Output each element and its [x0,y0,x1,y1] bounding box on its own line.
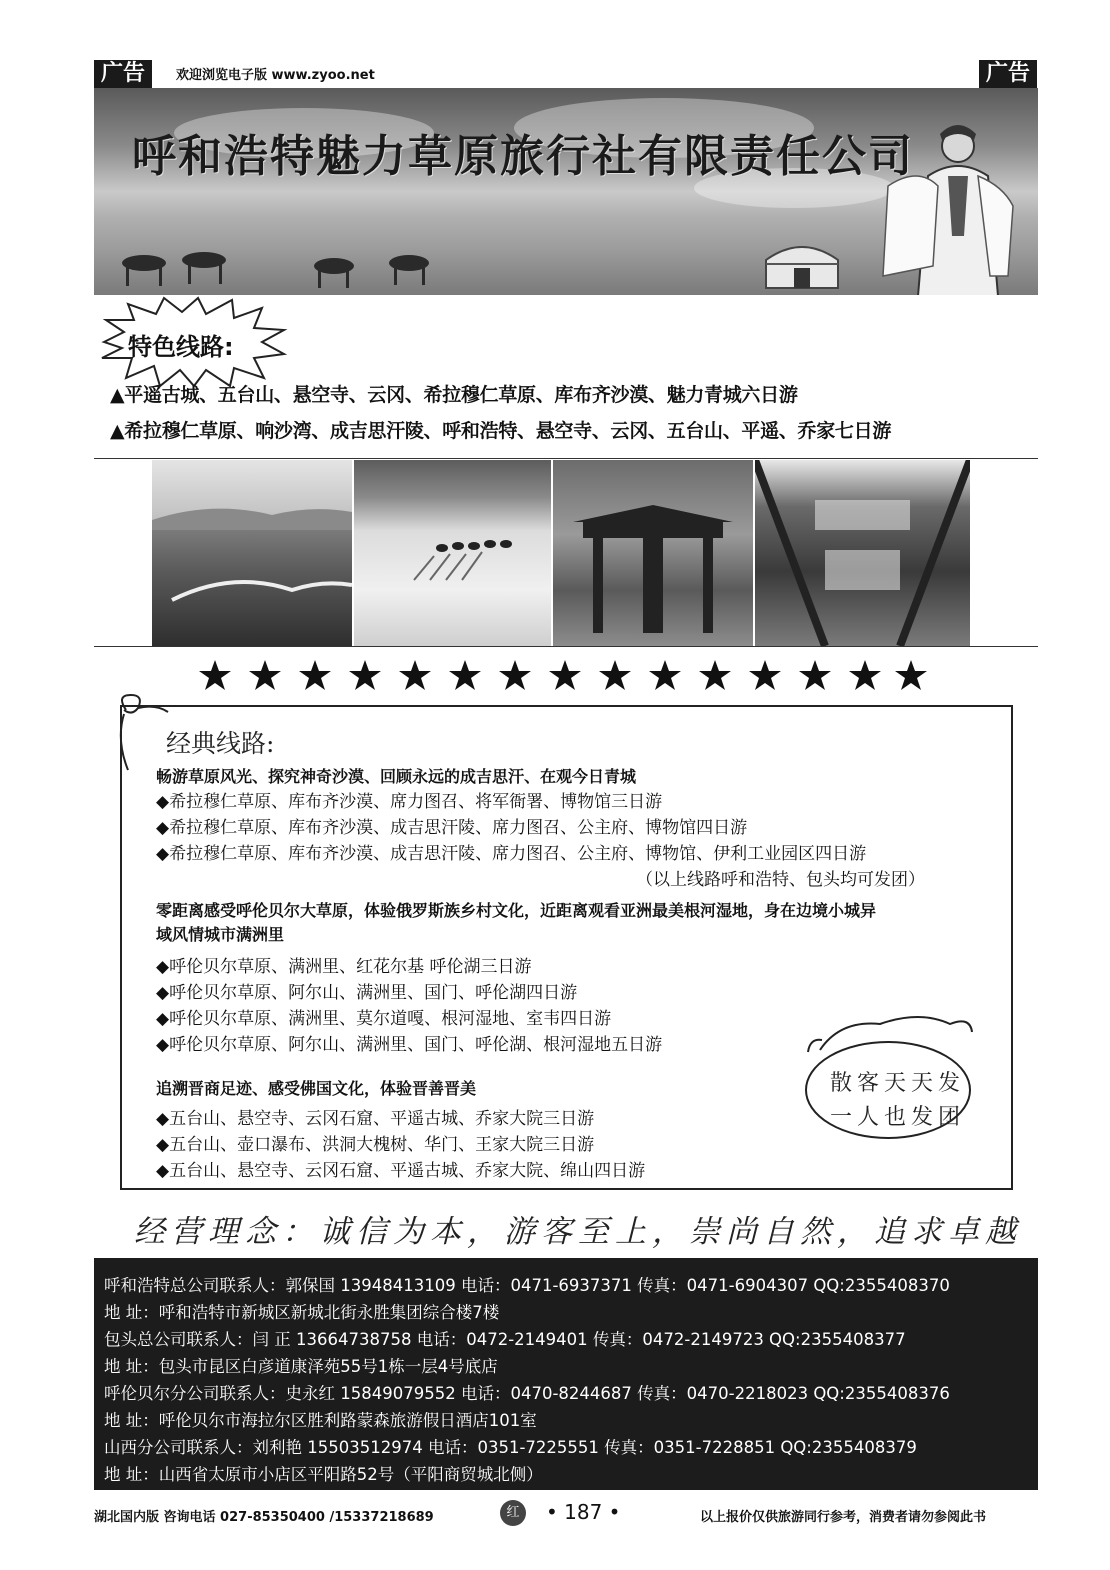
route-item: ◆呼伦贝尔草原、阿尔山、满洲里、国门、呼伦湖四日游 [156,983,578,1003]
ad-label-left: 广告 [94,60,152,88]
route-item: ◆五台山、悬空寺、云冈石窟、平遥古城、乔家大院、绵山四日游 [156,1161,646,1181]
footer-left: 湖北国内版 咨询电话 027-85350400 /15337218689 [94,1510,434,1525]
group-3-title: 追溯晋商足迹、感受佛国文化，体验晋善晋美 [156,1079,477,1098]
ad-label-right: 广告 [979,60,1037,88]
horses-icon [104,238,444,293]
group-2-title-cont: 域风情城市满洲里 [156,925,285,944]
address-shanxi: 地 址：山西省太原市小店区平阳路52号（平阳商贸城北侧） [104,1465,543,1484]
address-baotou: 地 址：包头市昆区白彦道康泽苑55号1栋一层4号底店 [104,1357,498,1376]
stars-row [198,656,928,696]
contact-hohhot: 呼和浩特总公司联系人：郭保国 13948413109 电话：0471-6937371 传真：0471-6904307 QQ:2355408370 [104,1276,950,1295]
divider [94,458,1038,459]
edition-badge-icon: 红 [500,1500,526,1526]
footer-right: 以上报价仅供旅游同行参考，消费者请勿参阅此书 [700,1510,987,1525]
contact-baotou: 包头总公司联系人：闫 正 13664738758 电话：0472-2149401 传真：0472-2149723 QQ:2355408377 [104,1330,906,1349]
group-1-title: 畅游草原风光、探究神奇沙漠、回顾永远的成吉思汗、在观今日青城 [156,767,637,786]
company-title: 呼和浩特魅力草原旅行社有限责任公司 [132,131,914,182]
route-item: ◆呼伦贝尔草原、满洲里、莫尔道嘎、根河湿地、室韦四日游 [156,1009,612,1029]
welcome-text: 欢迎浏览电子版 www.zyoo.net [176,68,375,83]
route-item: ◆呼伦贝尔草原、满洲里、红花尔基 呼伦湖三日游 [156,957,532,977]
route-item: ◆希拉穆仁草原、库布齐沙漠、席力图召、将军衙署、博物馆三日游 [156,792,663,812]
contact-panel [94,1258,1038,1490]
photo-desert-camels [354,460,551,646]
contact-shanxi: 山西分公司联系人：刘利艳 15503512974 电话：0351-7225551 传真：0351-7228851 QQ:2355408379 [104,1438,917,1457]
photo-temple-gate [553,460,753,646]
route-item: ◆呼伦贝尔草原、阿尔山、满洲里、国门、呼伦湖、根河湿地五日游 [156,1035,663,1055]
address-hohhot: 地 址：呼和浩特市新城区新城北街永胜集团综合楼7楼 [104,1303,500,1322]
address-hulunbuir: 地 址：呼伦贝尔市海拉尔区胜利路蒙森旅游假日酒店101室 [104,1411,537,1430]
photo-grassland [152,460,352,646]
route-note: （以上线路呼和浩特、包头均可发团） [636,870,925,890]
feature-route-1: ▲平遥古城、五台山、悬空寺、云冈、希拉穆仁草原、库布齐沙漠、魅力青城六日游 [110,384,798,406]
photo-pingyao-courtyard [755,460,970,646]
dancer-figure [878,116,1018,295]
yurt-icon [762,230,842,292]
bubble-line-1: 散客天天发 [830,1071,966,1096]
feature-route-2: ▲希拉穆仁草原、响沙湾、成吉思汗陵、呼和浩特、悬空寺、云冈、五台山、平遥、乔家七日游 [110,420,892,442]
page-number: • 187 • [546,1500,621,1524]
contact-hulunbuir: 呼伦贝尔分公司联系人：史永红 15849079552 电话：0470-8244687 传真：0470-2218023 QQ:2355408376 [104,1384,950,1403]
route-item: ◆五台山、悬空寺、云冈石窟、平遥古城、乔家大院三日游 [156,1109,595,1129]
route-item: ◆希拉穆仁草原、库布齐沙漠、成吉思汗陵、席力图召、公主府、博物馆四日游 [156,818,748,838]
divider [94,646,1038,647]
group-2-title: 零距离感受呼伦贝尔大草原，体验俄罗斯族乡村文化，近距离观看亚洲最美根河湿地，身在边境小城异 [156,901,877,920]
classic-routes-title: 经典线路: [166,729,275,758]
route-item: ◆希拉穆仁草原、库布齐沙漠、成吉思汗陵、席力图召、公主府、博物馆、伊利工业园区四日游 [156,844,867,864]
business-motto: 经营理念：诚信为本，游客至上，崇尚自然，追求卓越 [134,1214,1022,1250]
banner-image [94,88,1038,295]
route-item: ◆五台山、壶口瀑布、洪洞大槐树、华门、王家大院三日游 [156,1135,595,1155]
feature-routes-label: 特色线路: [128,333,234,361]
bubble-line-2: 一人也发团 [830,1105,966,1130]
